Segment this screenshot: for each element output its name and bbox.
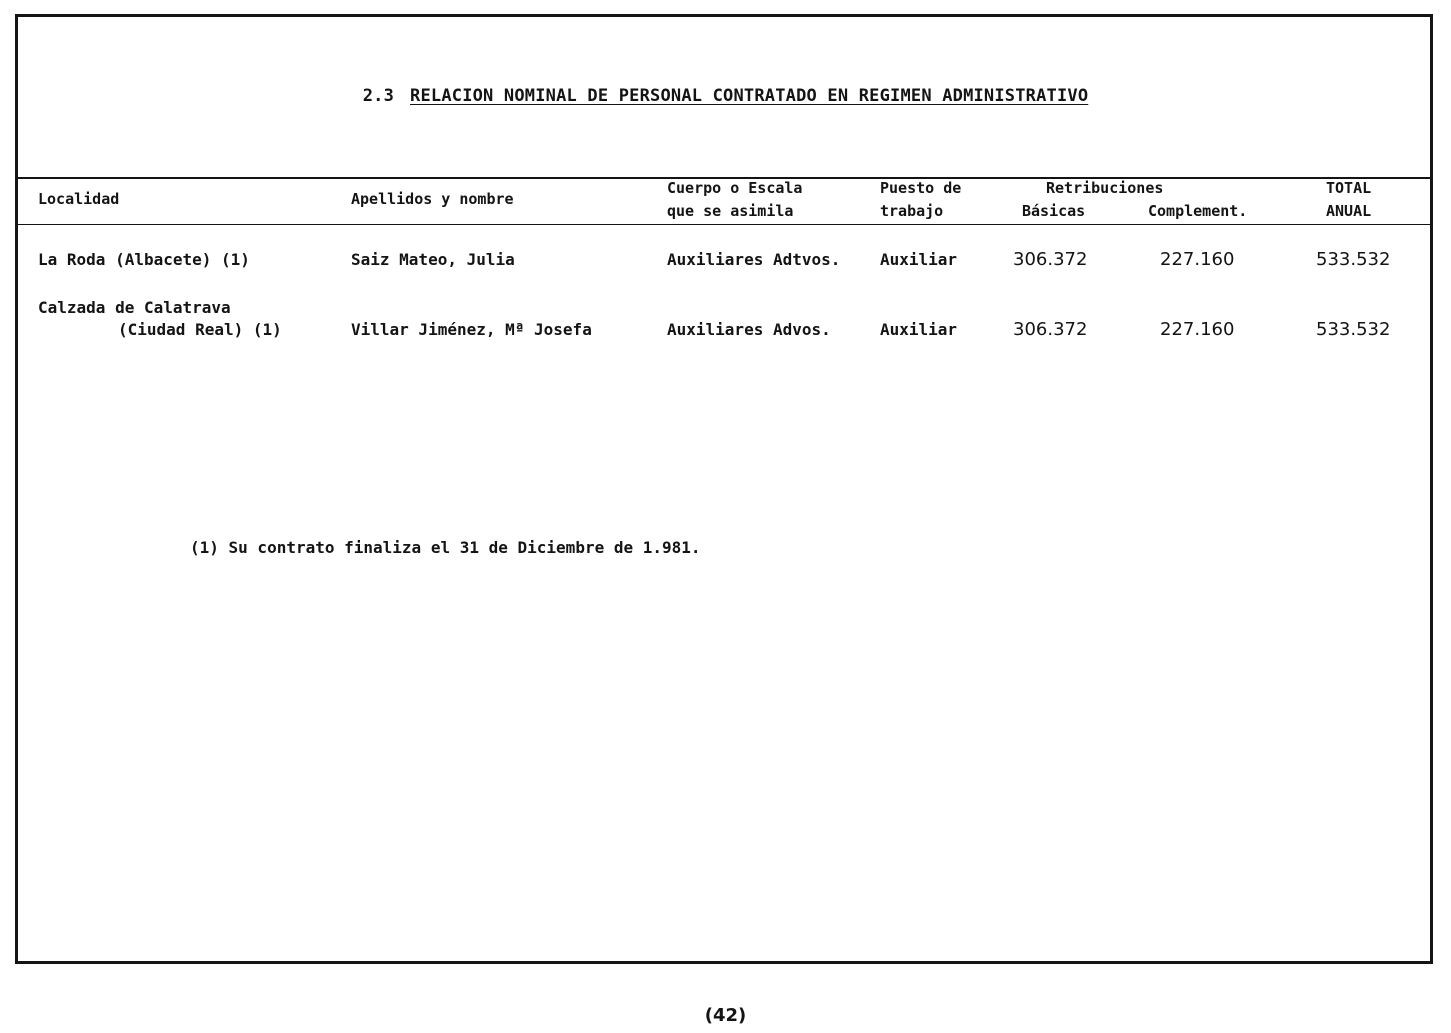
- cell-localidad: La Roda (Albacete) (1): [38, 250, 250, 269]
- header-total-line1: TOTAL: [1326, 179, 1372, 197]
- header-cuerpo-line2: que se asimila: [667, 202, 794, 220]
- section-number: 2.3: [362, 86, 395, 106]
- page-number: (42): [704, 1005, 747, 1026]
- cell-localidad-line1: Calzada de Calatrava: [38, 298, 231, 317]
- header-puesto-line2: trabajo: [880, 202, 944, 220]
- footnote: (1) Su contrato finaliza el 31 de Diciembre de 1.981.: [190, 538, 701, 557]
- header-basicas: Básicas: [1022, 202, 1086, 220]
- header-cuerpo-line1: Cuerpo o Escala: [667, 179, 803, 197]
- cell-basicas: 306.372: [1013, 319, 1088, 340]
- header-total-line2: ANUAL: [1326, 202, 1372, 220]
- header-retribuciones: Retribuciones: [1046, 179, 1164, 197]
- page-border: [15, 14, 1433, 964]
- cell-cuerpo: Auxiliares Advos.: [667, 320, 831, 339]
- cell-apellidos: Villar Jiménez, Mª Josefa: [351, 320, 592, 339]
- header-puesto-line1: Puesto de: [880, 179, 962, 197]
- header-complement: Complement.: [1148, 202, 1248, 220]
- cell-complement: 227.160: [1160, 249, 1235, 270]
- cell-apellidos: Saiz Mateo, Julia: [351, 250, 515, 269]
- cell-total: 533.532: [1316, 319, 1391, 340]
- header-localidad: Localidad: [38, 190, 120, 208]
- cell-cuerpo: Auxiliares Adtvos.: [667, 250, 841, 269]
- cell-puesto: Auxiliar: [880, 320, 958, 339]
- cell-total: 533.532: [1316, 249, 1391, 270]
- cell-localidad-line2: (Ciudad Real) (1): [118, 320, 282, 339]
- header-apellidos: Apellidos y nombre: [351, 190, 514, 208]
- cell-basicas: 306.372: [1013, 249, 1088, 270]
- table-header-rule: [18, 224, 1433, 225]
- document-title: [0, 86, 1451, 106]
- cell-puesto: Auxiliar: [880, 250, 958, 269]
- cell-complement: 227.160: [1160, 319, 1235, 340]
- title-text: RELACION NOMINAL DE PERSONAL CONTRATADO EN REGIMEN ADMINISTRATIVO: [410, 86, 1089, 106]
